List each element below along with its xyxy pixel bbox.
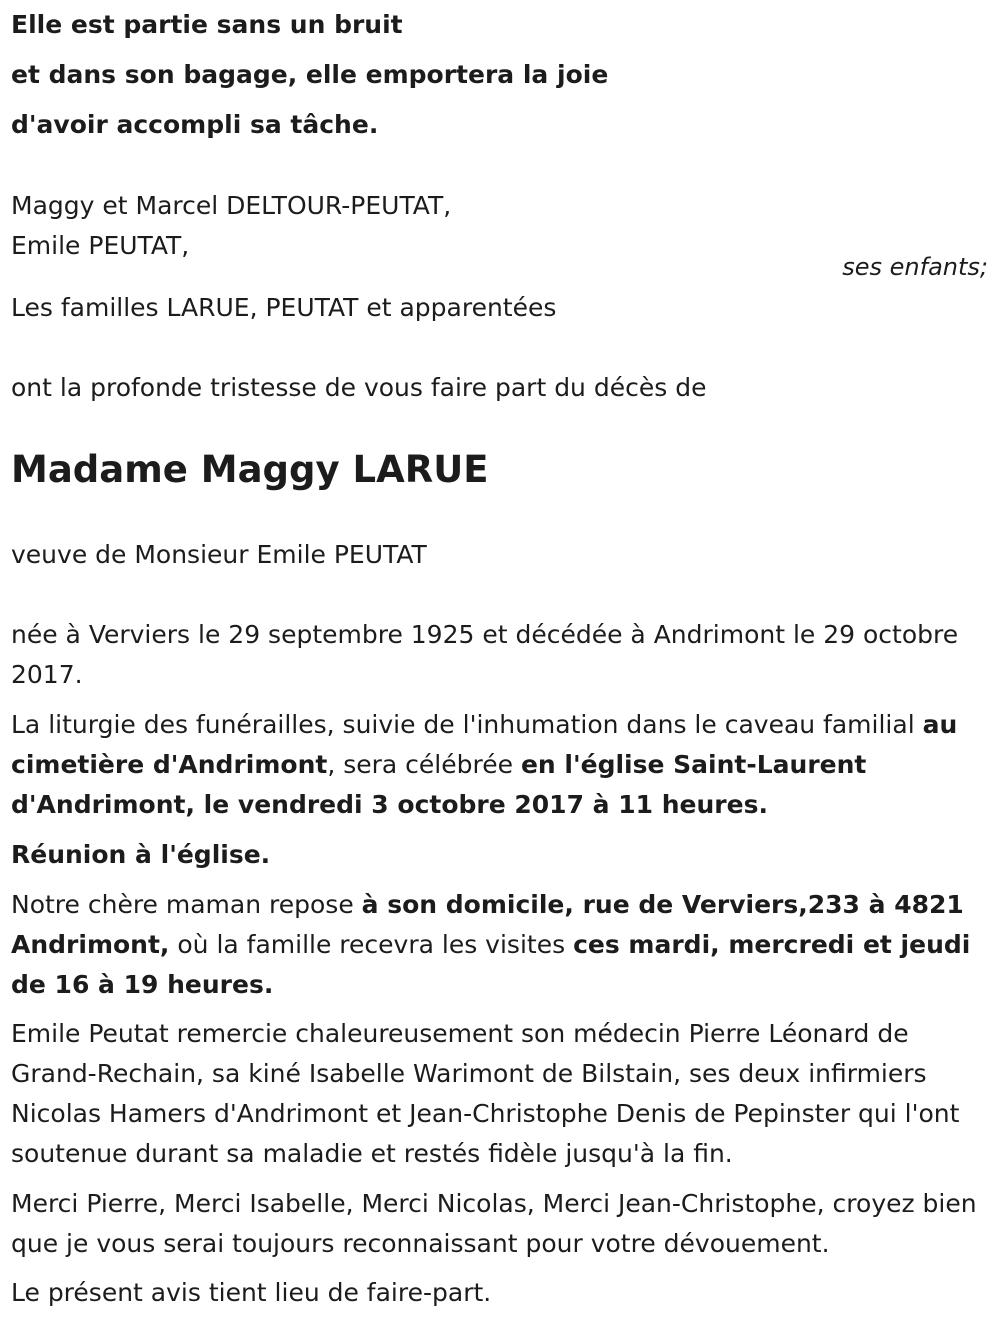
- poem-line-1: Elle est partie sans un bruit: [11, 10, 403, 39]
- children-line-2: Emile PEUTAT,: [11, 231, 190, 260]
- liturgy-cemetery: au cimetière d'Andrimont: [11, 710, 958, 779]
- resting-text-2: où la famille recevra les visites: [169, 930, 574, 959]
- resting-visit-hours: ces mardi, mercredi et jeudi de 16 à 19 heures.: [11, 930, 971, 999]
- liturgy-church-date: en l'église Saint-Laurent d'Andrimont, le vendredi 3 octobre 2017 à 11 heures.: [11, 750, 867, 819]
- children-label: ses enfants;: [842, 253, 988, 281]
- birth-death-paragraph: née à Verviers le 29 septembre 1925 et décédée à Andrimont le 29 octobre 2017.: [11, 620, 959, 689]
- thanks-paragraph: Emile Peutat remercie chaleureusement son médecin Pierre Léonard de Grand-Rechain, sa kiné Isabelle Warimont de Bilstain, ses deux infirmiers Nicolas Hamers d'Andrimont et Jean-Christophe Denis de Pepinster qui l'ont soutenue durant sa maladie et restés fidèle jusqu'à la fin.: [11, 1019, 960, 1168]
- widow-of-line: veuve de Monsieur Emile PEUTAT: [11, 540, 427, 569]
- liturgy-paragraph: [11, 705, 986, 825]
- poem-line-2: et dans son bagage, elle emportera la joie: [11, 60, 609, 89]
- families-line: Les familles LARUE, PEUTAT et apparentées: [11, 293, 557, 322]
- opening-poem: [11, 0, 991, 150]
- liturgy-text-2: , sera célébrée: [327, 750, 521, 779]
- poem-line-3: d'avoir accompli sa tâche.: [11, 110, 379, 139]
- resting-paragraph: [11, 885, 986, 1005]
- liturgy-text-1: La liturgie des funérailles, suivie de l'inhumation dans le caveau familial: [11, 710, 923, 739]
- deceased-name: Madame Maggy LARUE: [11, 448, 489, 491]
- children-line-1: Maggy et Marcel DELTOUR-PEUTAT,: [11, 191, 452, 220]
- footer-note: Le présent avis tient lieu de faire-part.: [11, 1278, 492, 1307]
- meeting-text: Réunion à l'église.: [11, 840, 271, 869]
- meeting-line: [11, 835, 986, 875]
- merci-paragraph: Merci Pierre, Merci Isabelle, Merci Nicolas, Merci Jean-Christophe, croyez bien que je vous serai toujours reconnaissant pour votre dévouement.: [11, 1189, 977, 1258]
- resting-text-1: Notre chère maman repose: [11, 890, 362, 919]
- resting-address: à son domicile, rue de Verviers,233 à 4821 Andrimont,: [11, 890, 964, 959]
- announcement-line: ont la profonde tristesse de vous faire part du décès de: [11, 373, 707, 402]
